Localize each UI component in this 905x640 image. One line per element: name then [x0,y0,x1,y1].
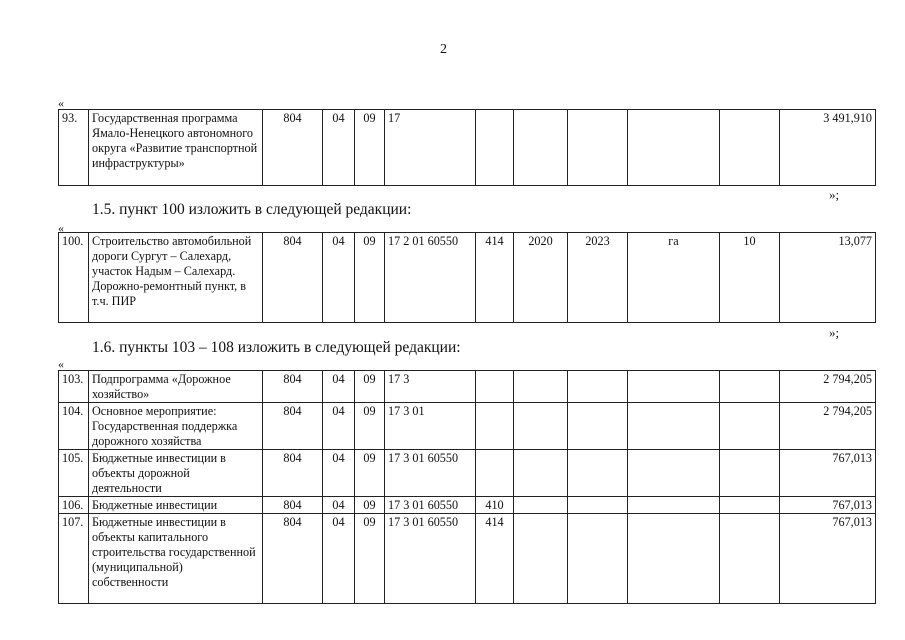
code-ministry: 804 [263,450,323,497]
table-row [59,497,876,514]
code-target-item: 17 3 01 60550 [385,497,476,514]
year-start [514,110,568,186]
unit [628,450,720,497]
code-expense-type: 410 [476,497,514,514]
year-end [568,514,628,604]
unit [628,403,720,450]
amount: 3 491,910 [780,110,876,186]
code-ministry: 804 [263,403,323,450]
code-section: 04 [323,233,355,323]
year-start: 2020 [514,233,568,323]
amount: 767,013 [780,514,876,604]
budget-table-100 [58,232,876,323]
row-name: Бюджетные инвестиции [89,497,263,514]
year-end [568,371,628,403]
table-row [59,110,876,186]
year-end: 2023 [568,233,628,323]
unit [628,371,720,403]
code-ministry: 804 [263,110,323,186]
code-target-item: 17 3 01 60550 [385,514,476,604]
code-section: 04 [323,497,355,514]
row-name: Основное мероприятие: Государственная поддержка дорожного хозяйства [89,403,263,450]
opening-quote: « [58,96,64,110]
capacity [720,110,780,186]
code-ministry: 804 [263,233,323,323]
opening-quote: « [58,357,64,371]
capacity [720,371,780,403]
row-number: 105. [59,450,89,497]
unit: га [628,233,720,323]
table-row [59,371,876,403]
opening-quote: « [58,221,64,235]
row-number: 93. [59,110,89,186]
row-number: 104. [59,403,89,450]
code-subsection: 09 [355,450,385,497]
year-start [514,497,568,514]
row-number: 100. [59,233,89,323]
code-ministry: 804 [263,514,323,604]
code-section: 04 [323,450,355,497]
row-number: 103. [59,371,89,403]
unit [628,514,720,604]
code-subsection: 09 [355,497,385,514]
code-section: 04 [323,403,355,450]
year-end [568,403,628,450]
capacity [720,403,780,450]
row-name: Государственная программа Ямало-Ненецкого автономного округа «Развитие транспортной инфраструктуры» [89,110,263,186]
capacity [720,450,780,497]
code-section: 04 [323,371,355,403]
code-target-item: 17 3 01 [385,403,476,450]
year-end [568,110,628,186]
code-expense-type [476,450,514,497]
year-start [514,403,568,450]
year-start [514,514,568,604]
code-subsection: 09 [355,233,385,323]
amount: 2 794,205 [780,403,876,450]
code-expense-type [476,110,514,186]
row-number: 107. [59,514,89,604]
capacity: 10 [720,233,780,323]
code-expense-type: 414 [476,514,514,604]
year-end [568,450,628,497]
code-expense-type [476,403,514,450]
row-number: 106. [59,497,89,514]
row-name: Бюджетные инвестиции в объекты капитального строительства государственной (муниципальной) собственности [89,514,263,604]
code-ministry: 804 [263,497,323,514]
year-end [568,497,628,514]
capacity [720,497,780,514]
code-section: 04 [323,110,355,186]
unit [628,497,720,514]
amount: 2 794,205 [780,371,876,403]
row-name: Подпрограмма «Дорожное хозяйство» [89,371,263,403]
closing-quote: »; [829,325,840,340]
code-subsection: 09 [355,514,385,604]
code-subsection: 09 [355,110,385,186]
amount: 13,077 [780,233,876,323]
table-row [59,514,876,604]
section-1-5-heading: 1.5. пункт 100 изложить в следующей редакции: [92,201,412,218]
table-row [59,403,876,450]
capacity [720,514,780,604]
budget-table-103-108 [58,370,876,604]
row-name: Бюджетные инвестиции в объекты дорожной деятельности [89,450,263,497]
amount: 767,013 [780,450,876,497]
code-expense-type [476,371,514,403]
amount: 767,013 [780,497,876,514]
code-target-item: 17 [385,110,476,186]
code-expense-type: 414 [476,233,514,323]
code-target-item: 17 2 01 60550 [385,233,476,323]
section-1-6-heading: 1.6. пункты 103 – 108 изложить в следующей редакции: [92,339,461,356]
budget-table-93 [58,109,876,186]
code-section: 04 [323,514,355,604]
code-ministry: 804 [263,371,323,403]
code-target-item: 17 3 [385,371,476,403]
closing-quote: »; [829,187,840,202]
code-target-item: 17 3 01 60550 [385,450,476,497]
year-start [514,371,568,403]
row-name: Строительство автомобильной дороги Сургут – Салехард, участок Надым – Салехард. Дорожно-ремонтный пункт, в т.ч. ПИР [89,233,263,323]
unit [628,110,720,186]
table-row [59,450,876,497]
table-row [59,233,876,323]
code-subsection: 09 [355,371,385,403]
code-subsection: 09 [355,403,385,450]
page-number: 2 [440,42,447,57]
year-start [514,450,568,497]
